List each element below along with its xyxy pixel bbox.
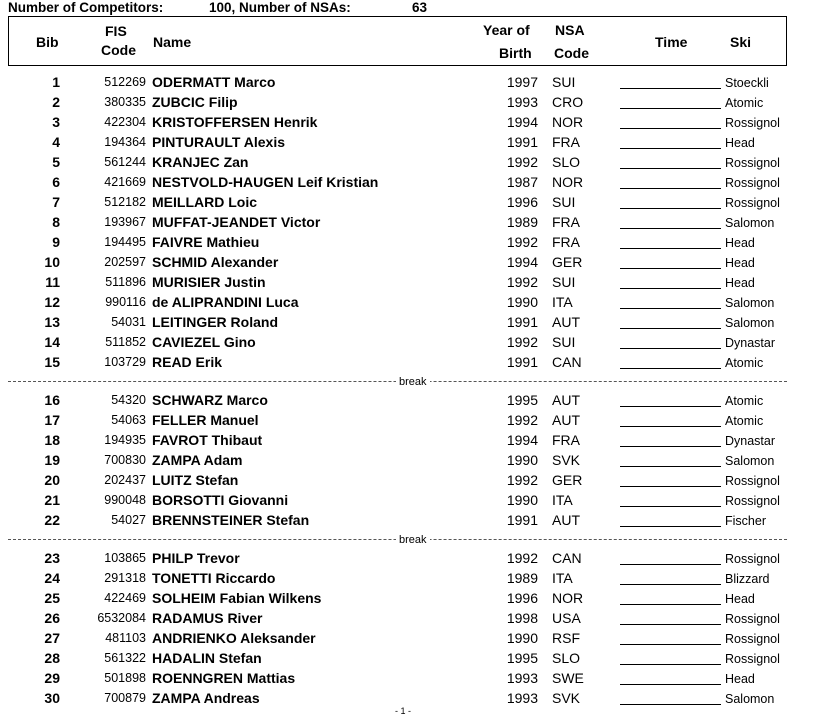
nsa-code: FRA (552, 134, 580, 150)
nsa-code: AUT (552, 512, 580, 528)
time-line (620, 486, 721, 487)
fis-code: 54063 (111, 413, 146, 427)
ski-brand: Salomon (725, 316, 775, 330)
year-of-birth: 1994 (506, 432, 538, 448)
competitor-name: SCHWARZ Marco (152, 392, 268, 408)
year-of-birth: 1992 (506, 334, 538, 350)
table-row (0, 252, 820, 272)
table-row (0, 312, 820, 332)
time-line (620, 644, 721, 645)
table-row (0, 132, 820, 152)
header-fis-line1: FIS (105, 23, 127, 39)
bib: 9 (52, 234, 60, 250)
ski-brand: Dynastar (725, 336, 776, 350)
year-of-birth: 1991 (506, 134, 538, 150)
table-row (0, 470, 820, 490)
competitor-name: SCHMID Alexander (152, 254, 279, 270)
header-year-line1: Year of (483, 22, 530, 38)
bib: 6 (52, 174, 60, 190)
table-row (0, 212, 820, 232)
bib: 22 (44, 512, 60, 528)
nsa-code: SLO (552, 154, 581, 170)
year-of-birth: 1990 (506, 492, 538, 508)
fis-code: 193967 (104, 215, 146, 229)
table-row (0, 272, 820, 292)
fis-code: 990048 (104, 493, 146, 507)
year-of-birth: 1992 (506, 412, 538, 428)
table-row (0, 112, 820, 132)
header-name: Name (153, 34, 192, 50)
ski-brand: Atomic (725, 96, 764, 110)
bib: 13 (44, 314, 60, 330)
year-of-birth: 1990 (506, 452, 538, 468)
competitor-name: TONETTI Riccardo (152, 570, 276, 586)
header-ski: Ski (730, 34, 752, 50)
table-row (0, 72, 820, 92)
fis-code: 511896 (105, 275, 146, 289)
time-line (620, 288, 721, 289)
fis-code: 202437 (104, 473, 146, 487)
ski-brand: Rossignol (725, 632, 780, 646)
bib: 30 (44, 690, 60, 706)
year-of-birth: 1996 (506, 194, 538, 210)
bib: 10 (44, 254, 60, 270)
fis-code: 54320 (111, 393, 146, 407)
competitor-name: ODERMATT Marco (152, 74, 276, 90)
nsa-code: FRA (552, 234, 580, 250)
year-of-birth: 1992 (506, 274, 538, 290)
nsa-code: SWE (552, 670, 584, 686)
ski-brand: Stoeckli (725, 76, 769, 90)
table-row (0, 92, 820, 112)
nsa-code: SVK (552, 690, 581, 706)
table-row (0, 628, 820, 648)
bib: 23 (44, 550, 60, 566)
nsa-code: AUT (552, 412, 580, 428)
time-line (620, 368, 721, 369)
competitor-name: LEITINGER Roland (152, 314, 278, 330)
fis-code: 422469 (104, 591, 146, 605)
year-of-birth: 1989 (506, 214, 538, 230)
time-line (620, 208, 721, 209)
bib: 19 (44, 452, 60, 468)
fis-code: 422304 (104, 115, 146, 129)
year-of-birth: 1989 (506, 570, 538, 586)
time-line (620, 228, 721, 229)
fis-code: 501898 (104, 671, 146, 685)
year-of-birth: 1993 (506, 690, 538, 706)
competitor-name: MURISIER Justin (152, 274, 266, 290)
competitor-name: KRISTOFFERSEN Henrik (152, 114, 318, 130)
ski-brand: Head (725, 592, 755, 606)
bib: 7 (52, 194, 60, 210)
competitor-name: LUITZ Stefan (152, 472, 239, 488)
time-line (620, 406, 721, 407)
bib: 18 (44, 432, 60, 448)
competitors-value: 100, Number of NSAs: (209, 0, 351, 15)
ski-brand: Dynastar (725, 434, 776, 448)
fis-code: 103729 (104, 355, 146, 369)
time-line (620, 624, 721, 625)
nsa-code: NOR (552, 174, 584, 190)
ski-brand: Rossignol (725, 494, 780, 508)
time-line (620, 148, 721, 149)
competitor-name: ANDRIENKO Aleksander (152, 630, 316, 646)
ski-brand: Rossignol (725, 196, 780, 210)
nsa-code: FRA (552, 432, 580, 448)
nsa-code: ITA (552, 492, 573, 508)
break-label: break (396, 534, 430, 546)
fis-code: 990116 (105, 295, 146, 309)
year-of-birth: 1995 (506, 650, 538, 666)
nsa-code: SUI (552, 74, 576, 90)
table-row (0, 152, 820, 172)
ski-brand: Rossignol (725, 116, 780, 130)
nsa-code: CAN (552, 354, 582, 370)
table-row (0, 490, 820, 510)
table-row (0, 192, 820, 212)
nsa-code: SLO (552, 650, 581, 666)
competitor-name: FAIVRE Mathieu (152, 234, 260, 250)
time-line (620, 684, 721, 685)
header-fis-line2: Code (101, 42, 136, 58)
time-line (620, 446, 721, 447)
table-row (0, 510, 820, 530)
ski-brand: Head (725, 236, 755, 250)
bib: 21 (44, 492, 60, 508)
year-of-birth: 1991 (506, 354, 538, 370)
time-line (620, 328, 721, 329)
table-row (0, 450, 820, 470)
table-row (0, 648, 820, 668)
fis-code: 561322 (104, 651, 146, 665)
header-time: Time (655, 34, 688, 50)
table-header (8, 16, 787, 66)
table-row (0, 292, 820, 312)
ski-brand: Head (725, 256, 755, 270)
year-of-birth: 1994 (506, 114, 538, 130)
fis-code: 194364 (104, 135, 146, 149)
competitor-name: RADAMUS River (152, 610, 263, 626)
time-line (620, 426, 721, 427)
ski-brand: Salomon (725, 692, 775, 706)
bib: 15 (44, 354, 60, 370)
bib: 11 (45, 274, 60, 290)
bib: 3 (52, 114, 60, 130)
fis-code: 380335 (104, 95, 146, 109)
competitor-name: PINTURAULT Alexis (152, 134, 286, 150)
competitor-name: SOLHEIM Fabian Wilkens (152, 590, 322, 606)
fis-code: 194935 (104, 433, 146, 447)
year-of-birth: 1991 (506, 314, 538, 330)
time-line (620, 604, 721, 605)
year-of-birth: 1992 (506, 472, 538, 488)
fis-code: 512182 (104, 195, 146, 209)
nsa-code: AUT (552, 314, 580, 330)
fis-code: 194495 (104, 235, 146, 249)
competitor-name: ZUBCIC Filip (152, 94, 238, 110)
fis-code: 202597 (104, 255, 146, 269)
bib: 12 (44, 294, 60, 310)
year-of-birth: 1994 (506, 254, 538, 270)
nsa-code: ITA (552, 570, 573, 586)
fis-code: 512269 (104, 75, 146, 89)
table-row (0, 548, 820, 568)
competitor-name: MUFFAT-JEANDET Victor (152, 214, 321, 230)
fis-code: 103865 (104, 551, 146, 565)
bib: 29 (44, 670, 60, 686)
time-line (620, 268, 721, 269)
time-line (620, 704, 721, 705)
time-line (620, 168, 721, 169)
bib: 5 (52, 154, 60, 170)
year-of-birth: 1992 (506, 154, 538, 170)
bib: 8 (52, 214, 60, 230)
break-divider (8, 376, 787, 388)
nsa-code: GER (552, 472, 583, 488)
nsa-code: SUI (552, 274, 576, 290)
table-row (0, 430, 820, 450)
time-line (620, 188, 721, 189)
time-line (620, 348, 721, 349)
nsa-code: SUI (552, 194, 576, 210)
fis-code: 6532084 (97, 611, 146, 625)
table-row (0, 688, 820, 708)
table-row (0, 608, 820, 628)
time-line (620, 584, 721, 585)
time-line (620, 248, 721, 249)
competitor-name: MEILLARD Loic (152, 194, 257, 210)
time-line (620, 506, 721, 507)
bib: 16 (44, 392, 60, 408)
year-of-birth: 1995 (506, 392, 538, 408)
bib: 27 (44, 630, 60, 646)
competitors-label: Number of Competitors: (8, 0, 164, 15)
time-line (620, 128, 721, 129)
bib: 20 (44, 472, 60, 488)
year-of-birth: 1991 (506, 512, 538, 528)
nsas-value: 63 (412, 0, 428, 15)
fis-code: 54027 (111, 513, 146, 527)
competitor-name: ZAMPA Andreas (152, 690, 260, 706)
year-of-birth: 1998 (506, 610, 538, 626)
ski-brand: Atomic (725, 414, 764, 428)
ski-brand: Rossignol (725, 552, 780, 566)
time-line (620, 564, 721, 565)
fis-code: 511852 (105, 335, 146, 349)
table-row (0, 352, 820, 372)
time-line (620, 664, 721, 665)
year-of-birth: 1993 (506, 670, 538, 686)
ski-brand: Rossignol (725, 612, 780, 626)
ski-brand: Rossignol (725, 652, 780, 666)
year-of-birth: 1990 (506, 630, 538, 646)
time-line (620, 526, 721, 527)
bib: 14 (44, 334, 60, 350)
fis-code: 481103 (105, 631, 146, 645)
competitor-name: HADALIN Stefan (152, 650, 262, 666)
nsa-code: SVK (552, 452, 581, 468)
ski-brand: Fischer (725, 514, 766, 528)
table-row (0, 410, 820, 430)
page-footer-mark: - 1 - (395, 706, 412, 714)
fis-code: 700879 (104, 691, 146, 705)
table-row (0, 668, 820, 688)
competitor-name: FAVROT Thibaut (152, 432, 263, 448)
ski-brand: Head (725, 136, 755, 150)
ski-brand: Salomon (725, 216, 775, 230)
bib: 24 (44, 570, 60, 586)
nsa-code: ITA (552, 294, 573, 310)
bib: 4 (52, 134, 60, 150)
nsa-code: NOR (552, 590, 584, 606)
competitor-name: PHILP Trevor (152, 550, 240, 566)
table-row (0, 172, 820, 192)
fis-code: 291318 (104, 571, 146, 585)
table-row (0, 390, 820, 410)
competitor-name: BRENNSTEINER Stefan (152, 512, 310, 528)
bib: 17 (44, 412, 60, 428)
nsa-code: AUT (552, 392, 580, 408)
year-of-birth: 1996 (506, 590, 538, 606)
competitor-name: ROENNGREN Mattias (152, 670, 296, 686)
bib: 2 (52, 94, 60, 110)
fis-code: 700830 (104, 453, 146, 467)
break-divider (8, 534, 787, 546)
year-of-birth: 1987 (506, 174, 538, 190)
header-nsa-line1: NSA (555, 22, 585, 38)
fis-code: 54031 (111, 315, 146, 329)
fis-code: 421669 (104, 175, 146, 189)
ski-brand: Head (725, 672, 755, 686)
competitor-name: ZAMPA Adam (152, 452, 243, 468)
competitor-name: de ALIPRANDINI Luca (152, 294, 299, 310)
nsa-code: FRA (552, 214, 580, 230)
year-of-birth: 1990 (506, 294, 538, 310)
time-line (620, 108, 721, 109)
nsa-code: USA (552, 610, 581, 626)
table-row (0, 568, 820, 588)
nsa-code: RSF (552, 630, 580, 646)
year-of-birth: 1992 (506, 550, 538, 566)
table-row (0, 332, 820, 352)
competitor-name: BORSOTTI Giovanni (152, 492, 289, 508)
header-year-line2: Birth (499, 45, 532, 61)
ski-brand: Rossignol (725, 176, 780, 190)
ski-brand: Salomon (725, 296, 775, 310)
bib: 1 (52, 74, 60, 90)
ski-brand: Atomic (725, 394, 764, 408)
header-bib: Bib (36, 34, 59, 50)
time-line (620, 308, 721, 309)
ski-brand: Atomic (725, 356, 764, 370)
ski-brand: Rossignol (725, 156, 780, 170)
header-nsa-line2: Code (554, 45, 589, 61)
bib: 28 (44, 650, 60, 666)
competitor-name: READ Erik (152, 354, 223, 370)
year-of-birth: 1992 (506, 234, 538, 250)
ski-brand: Rossignol (725, 474, 780, 488)
bib: 25 (44, 590, 60, 606)
competitor-name: KRANJEC Zan (152, 154, 249, 170)
time-line (620, 466, 721, 467)
ski-brand: Blizzard (725, 572, 770, 586)
fis-code: 561244 (104, 155, 146, 169)
nsa-code: GER (552, 254, 583, 270)
competitor-name: NESTVOLD-HAUGEN Leif Kristian (152, 174, 379, 190)
bib: 26 (44, 610, 60, 626)
table-row (0, 588, 820, 608)
table-row (0, 232, 820, 252)
time-line (620, 88, 721, 89)
break-label: break (396, 376, 430, 388)
nsa-code: SUI (552, 334, 576, 350)
nsa-code: NOR (552, 114, 584, 130)
year-of-birth: 1997 (506, 74, 538, 90)
nsa-code: CAN (552, 550, 582, 566)
competitor-name: CAVIEZEL Gino (152, 334, 256, 350)
competitor-name: FELLER Manuel (152, 412, 259, 428)
ski-brand: Head (725, 276, 755, 290)
year-of-birth: 1993 (506, 94, 538, 110)
ski-brand: Salomon (725, 454, 775, 468)
nsa-code: CRO (552, 94, 584, 110)
